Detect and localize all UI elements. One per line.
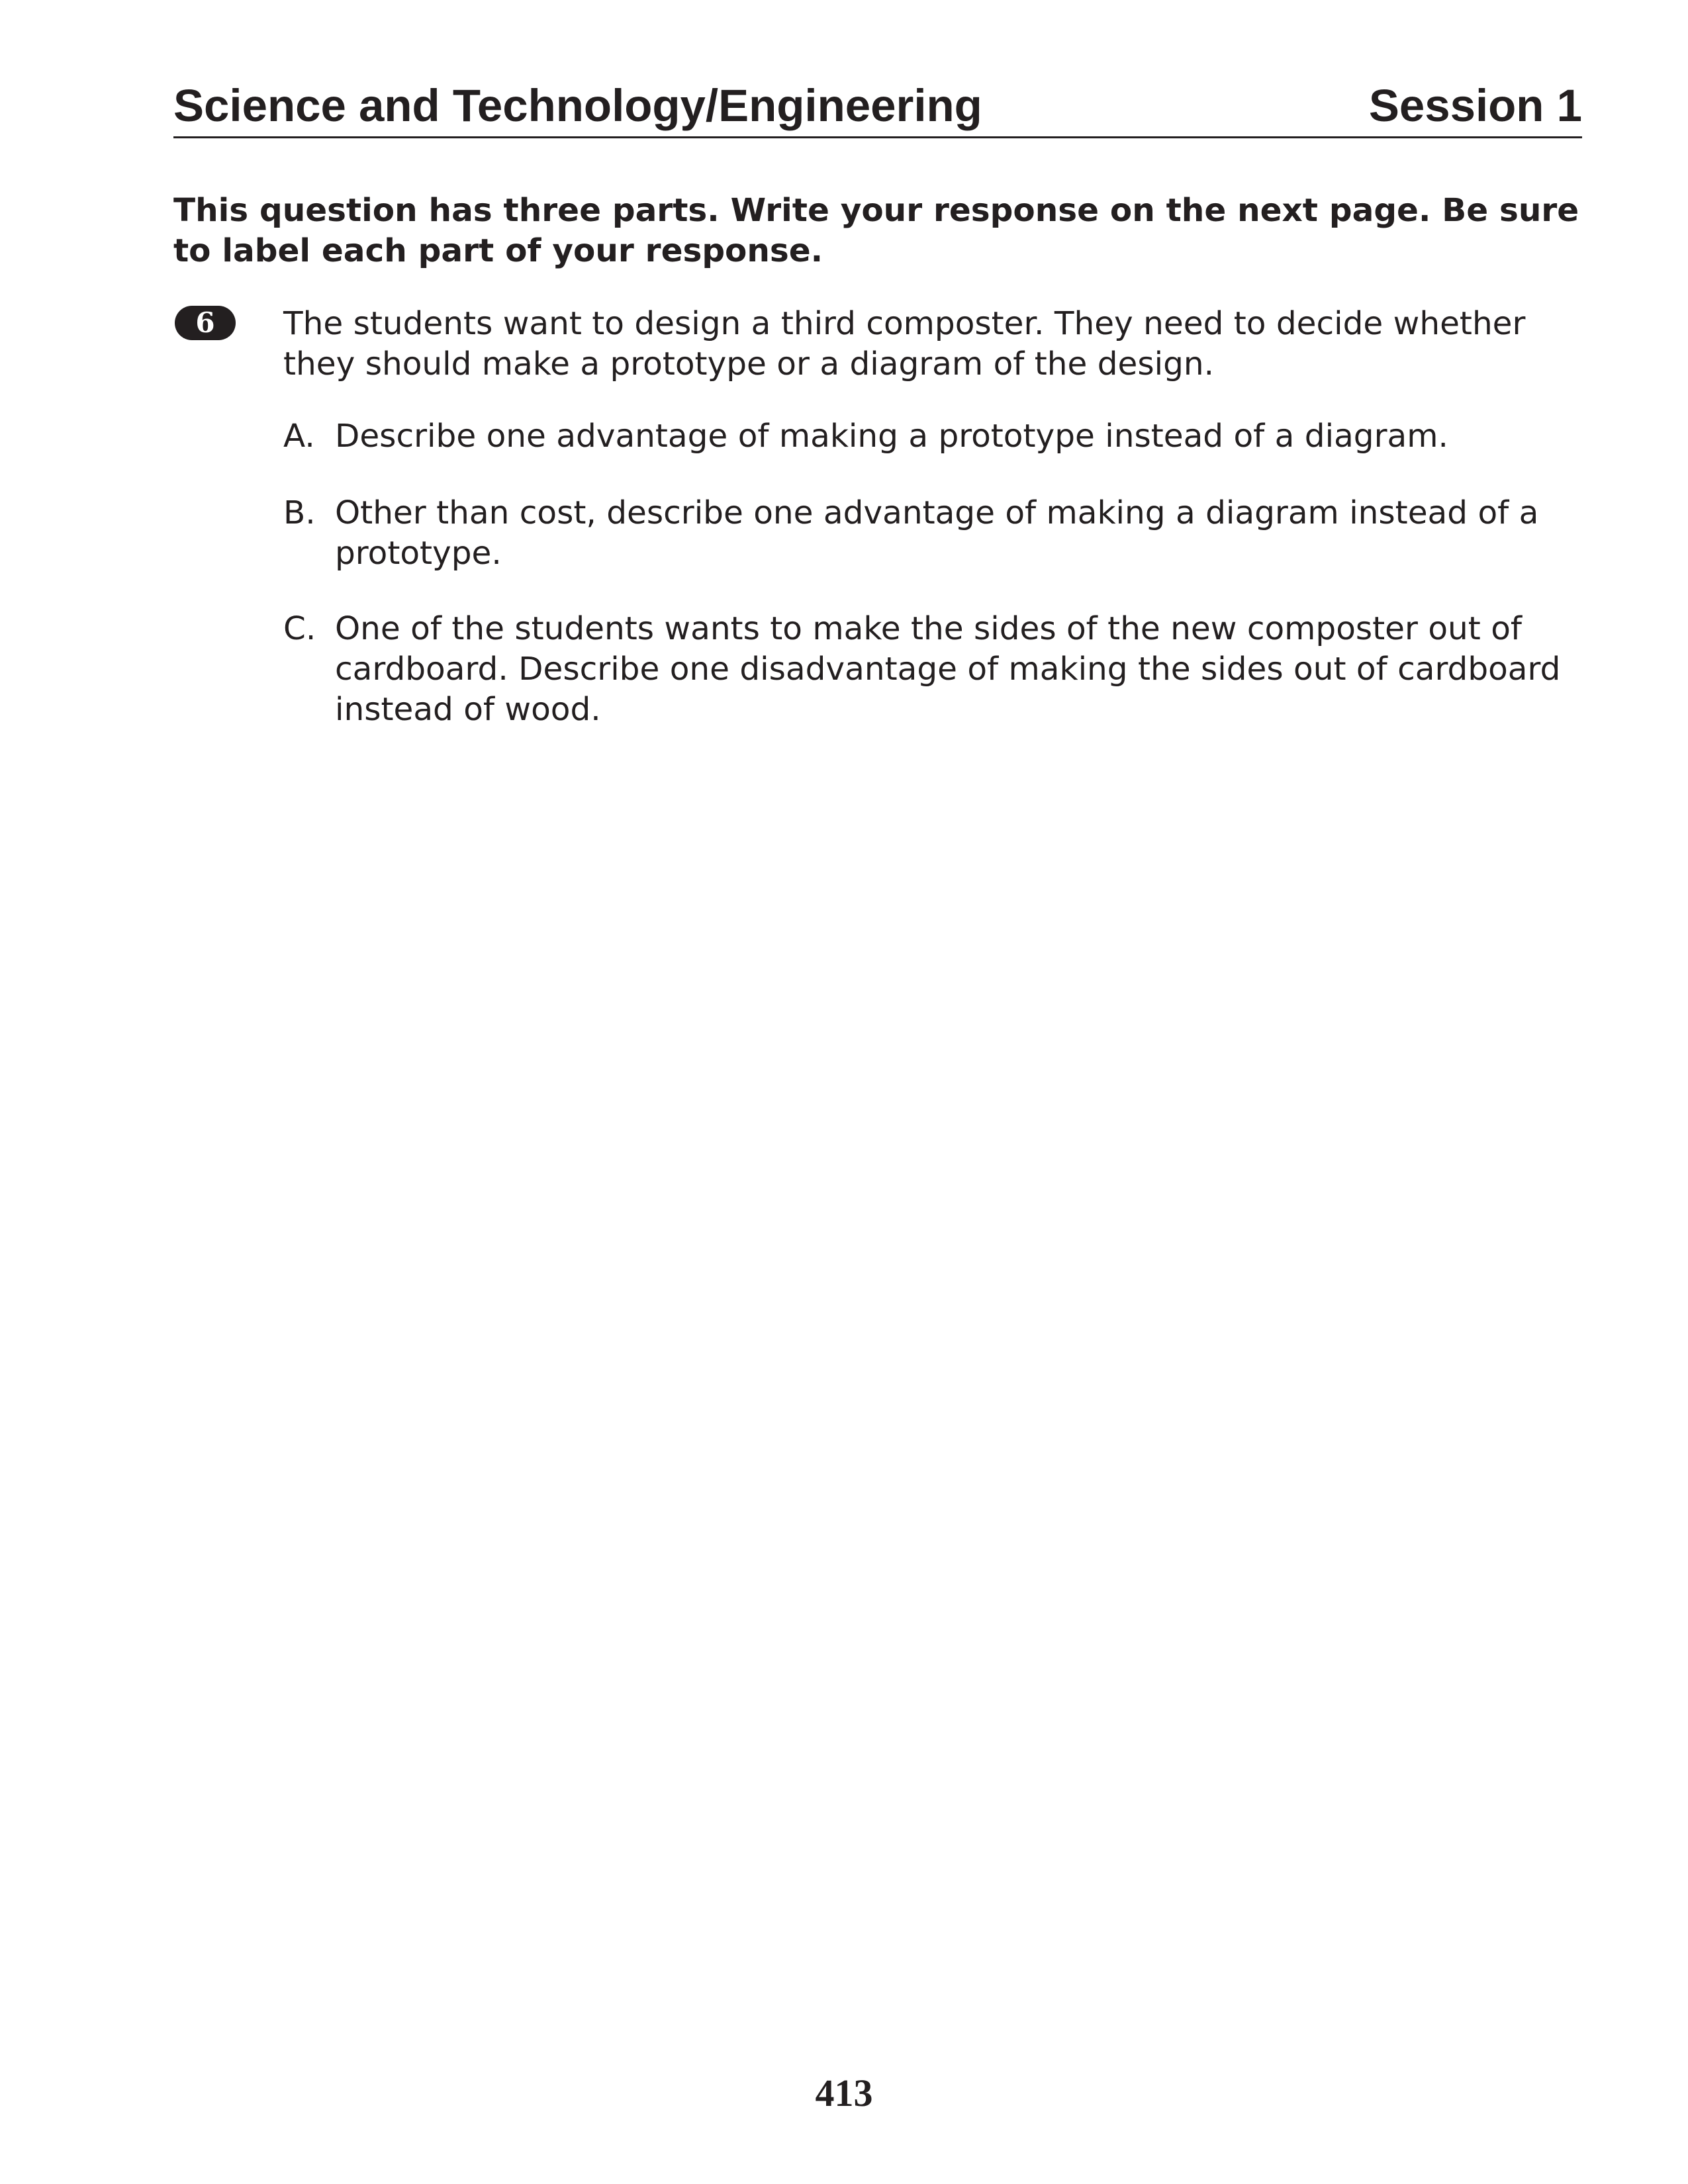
page-number: 413	[815, 2071, 873, 2115]
subject-title: Science and Technology/Engineering	[173, 80, 982, 131]
question-part-c	[283, 609, 1601, 730]
part-letter: C.	[283, 610, 316, 647]
page-header	[173, 79, 1582, 138]
part-text: Describe one advantage of making a prototype instead of a diagram.	[335, 418, 1448, 455]
question-instructions: This question has three parts. Write your response on the next page. Be sure to label each part of your response.	[173, 192, 1579, 269]
part-letter: A.	[283, 418, 315, 455]
part-text: Other than cost, describe one advantage of making a diagram instead of a prototype.	[335, 494, 1539, 572]
question-part-b	[283, 493, 1601, 574]
part-text: One of the students wants to make the sides of the new composter out of cardboard. Describe one disadvantage of making the sides out of cardboard instead of wood.	[335, 610, 1561, 728]
question-stem: The students want to design a third composter. They need to decide whether they should make a prototype or a diagram of the design.	[283, 305, 1526, 383]
question-part-a	[283, 416, 1601, 457]
session-label: Session 1	[1368, 80, 1582, 131]
question-number-badge: 6	[175, 306, 236, 340]
part-letter: B.	[283, 494, 316, 531]
